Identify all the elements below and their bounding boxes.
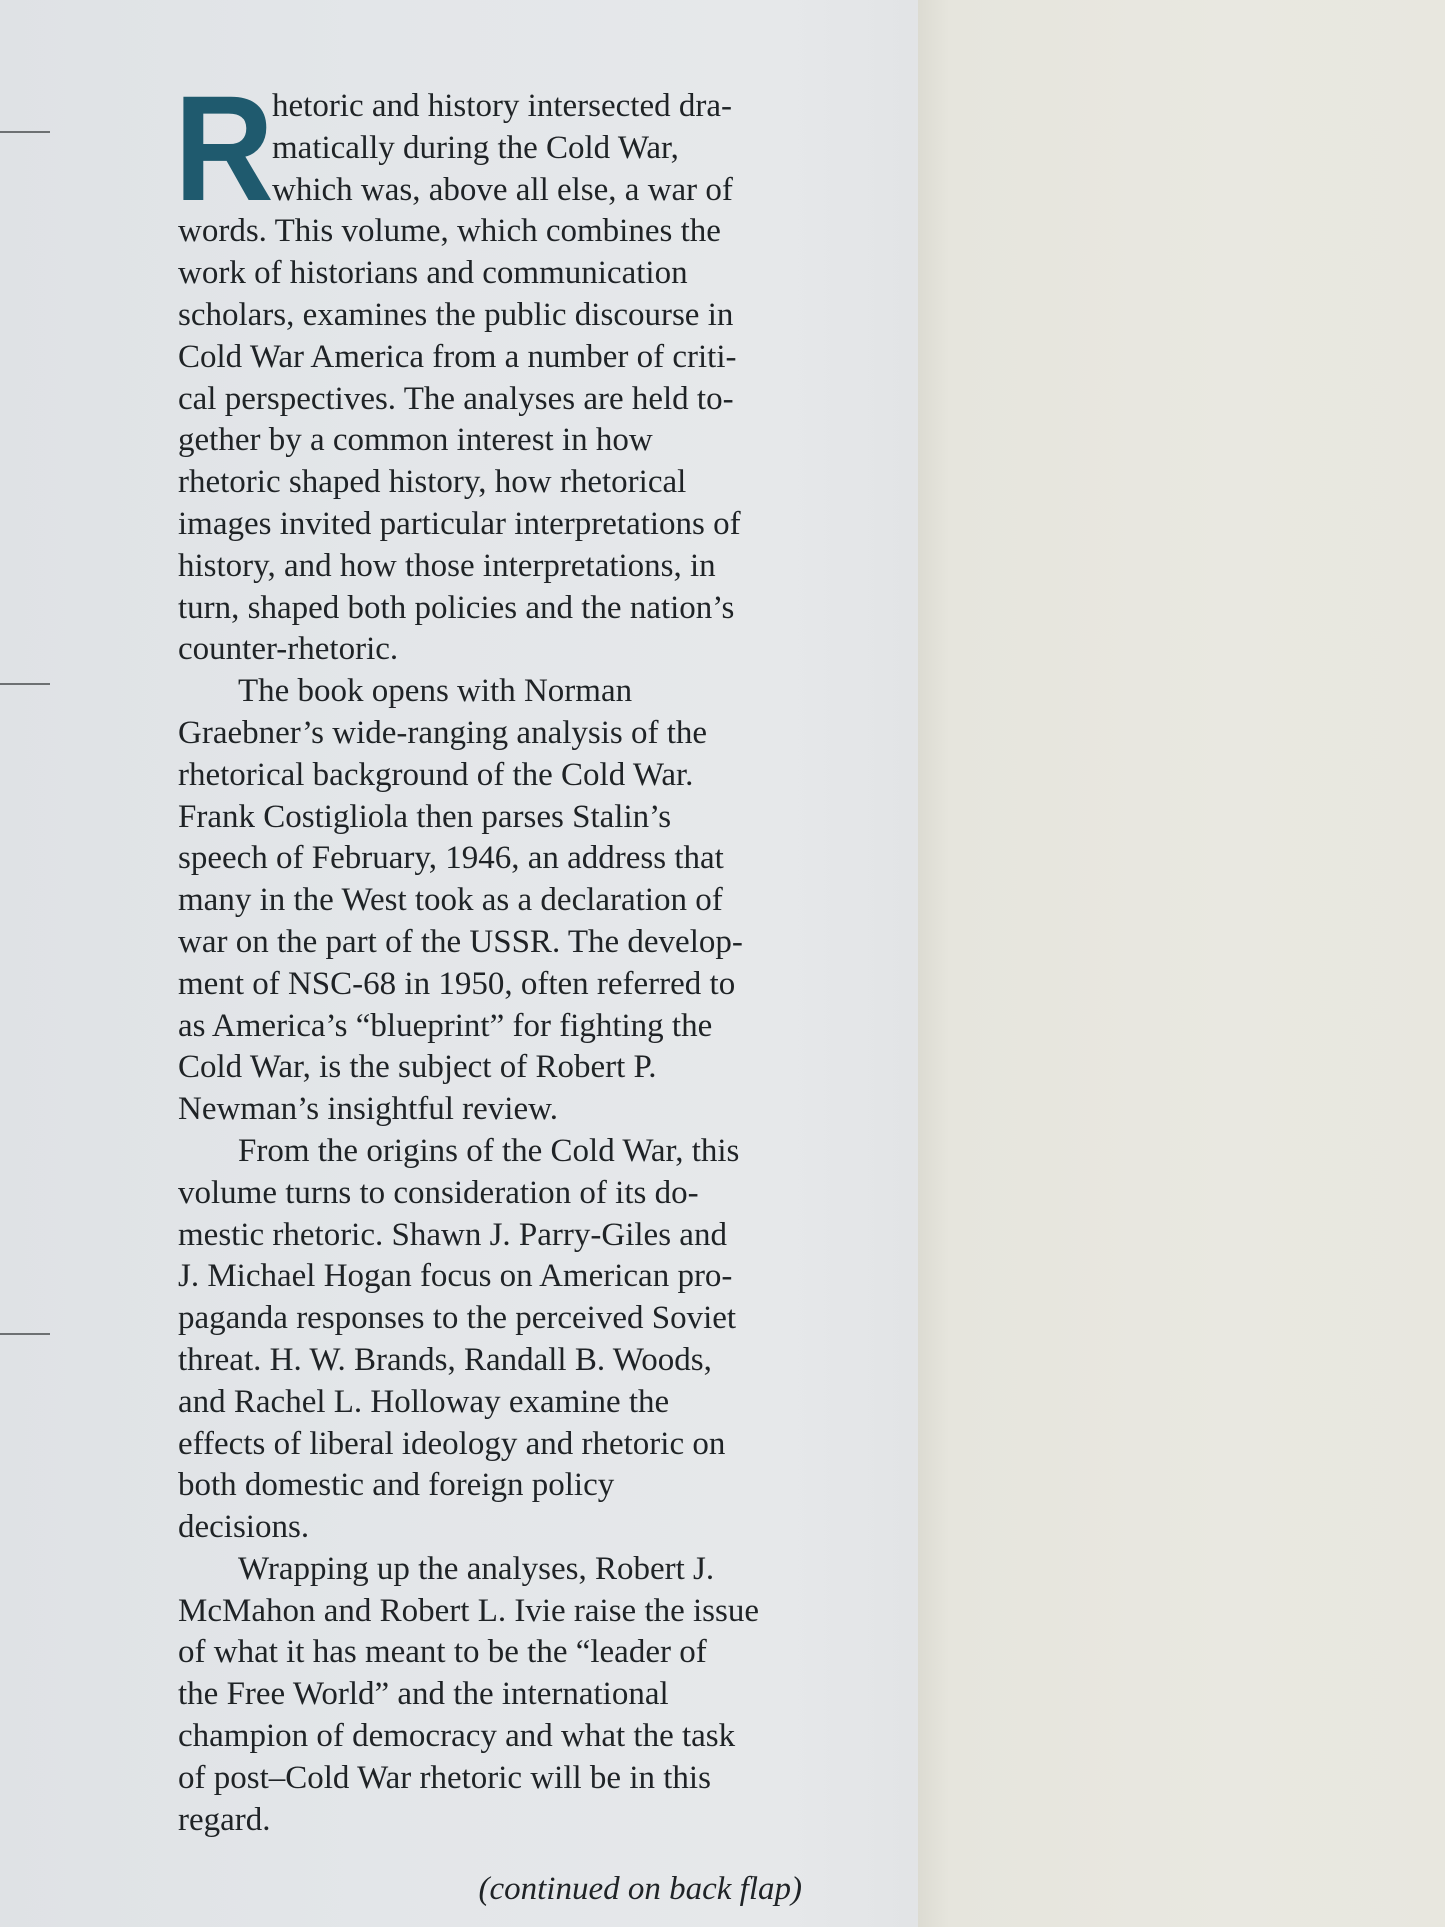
text-line: of what it has meant to be the “leader of bbox=[178, 1634, 707, 1671]
cover-board bbox=[918, 0, 1445, 1927]
text-line: of post–Cold War rhetoric will be in this bbox=[178, 1759, 711, 1796]
fold-mark bbox=[0, 1333, 50, 1335]
text-line: rhetorical background of the Cold War. bbox=[178, 756, 694, 793]
drop-cap: R bbox=[174, 64, 274, 232]
text-line: ment of NSC-68 in 1950, often referred to bbox=[178, 965, 736, 1002]
flap-copy bbox=[174, 64, 818, 1841]
text-line: threat. H. W. Brands, Randall B. Woods, bbox=[178, 1341, 712, 1378]
text-line: paganda responses to the perceived Soviet bbox=[178, 1300, 737, 1337]
text-line: decisions. bbox=[178, 1509, 310, 1546]
text-line: turn, shaped both policies and the nation’s bbox=[178, 589, 735, 626]
text-line: war on the part of the USSR. The develop- bbox=[178, 923, 743, 960]
text-line: words. This volume, which combines the bbox=[178, 213, 721, 250]
text-line: images invited particular interpretations of bbox=[178, 505, 741, 542]
text-line: rhetoric shaped history, how rhetorical bbox=[178, 464, 687, 501]
text-line: champion of democracy and what the task bbox=[178, 1718, 736, 1755]
text-line: mestic rhetoric. Shawn J. Parry-Giles and bbox=[178, 1216, 727, 1253]
fold-mark bbox=[0, 131, 50, 133]
text-line: McMahon and Robert L. Ivie raise the issue bbox=[178, 1592, 760, 1629]
text-line: Newman’s insightful review. bbox=[178, 1091, 559, 1128]
text-line: effects of liberal ideology and rhetoric on bbox=[178, 1425, 726, 1462]
paragraph-first-line: hetoric and history intersected dra- bbox=[272, 88, 732, 124]
text-line: speech of February, 1946, an address that bbox=[178, 840, 724, 877]
text-line: Frank Costigliola then parses Stalin’s bbox=[178, 798, 672, 835]
text-line: Cold War, is the subject of Robert P. bbox=[178, 1049, 657, 1086]
text-line: as America’s “blueprint” for fighting the bbox=[178, 1007, 713, 1044]
text-line: regard. bbox=[178, 1801, 271, 1838]
text-line: which was, above all else, a war of bbox=[272, 171, 733, 208]
paragraph-first-line: Wrapping up the analyses, Robert J. bbox=[238, 1550, 715, 1587]
text-line: the Free World” and the international bbox=[178, 1676, 669, 1713]
text-line: Graebner’s wide-ranging analysis of the bbox=[178, 714, 708, 751]
continued-note: (continued on back flap) bbox=[478, 1871, 802, 1907]
text-line: many in the West took as a declaration of bbox=[178, 882, 723, 919]
text-line: volume turns to consideration of its do- bbox=[178, 1174, 699, 1211]
text-line: work of historians and communication bbox=[178, 255, 688, 292]
text-line: J. Michael Hogan focus on American pro- bbox=[178, 1258, 733, 1295]
text-line: history, and how those interpretations, in bbox=[178, 547, 716, 584]
text-line: cal perspectives. The analyses are held to- bbox=[178, 380, 734, 417]
paragraph-first-line: From the origins of the Cold War, this bbox=[238, 1132, 740, 1169]
text-line: and Rachel L. Holloway examine the bbox=[178, 1383, 670, 1420]
fold-mark bbox=[0, 683, 50, 685]
text-line: both domestic and foreign policy bbox=[178, 1467, 615, 1504]
text-line: Cold War America from a number of criti- bbox=[178, 338, 737, 375]
text-line: counter-rhetoric. bbox=[178, 631, 399, 668]
paragraph-first-line: The book opens with Norman bbox=[238, 673, 633, 710]
text-line: matically during the Cold War, bbox=[272, 129, 679, 166]
text-line: scholars, examines the public discourse in bbox=[178, 296, 734, 333]
text-line: gether by a common interest in how bbox=[178, 422, 653, 459]
